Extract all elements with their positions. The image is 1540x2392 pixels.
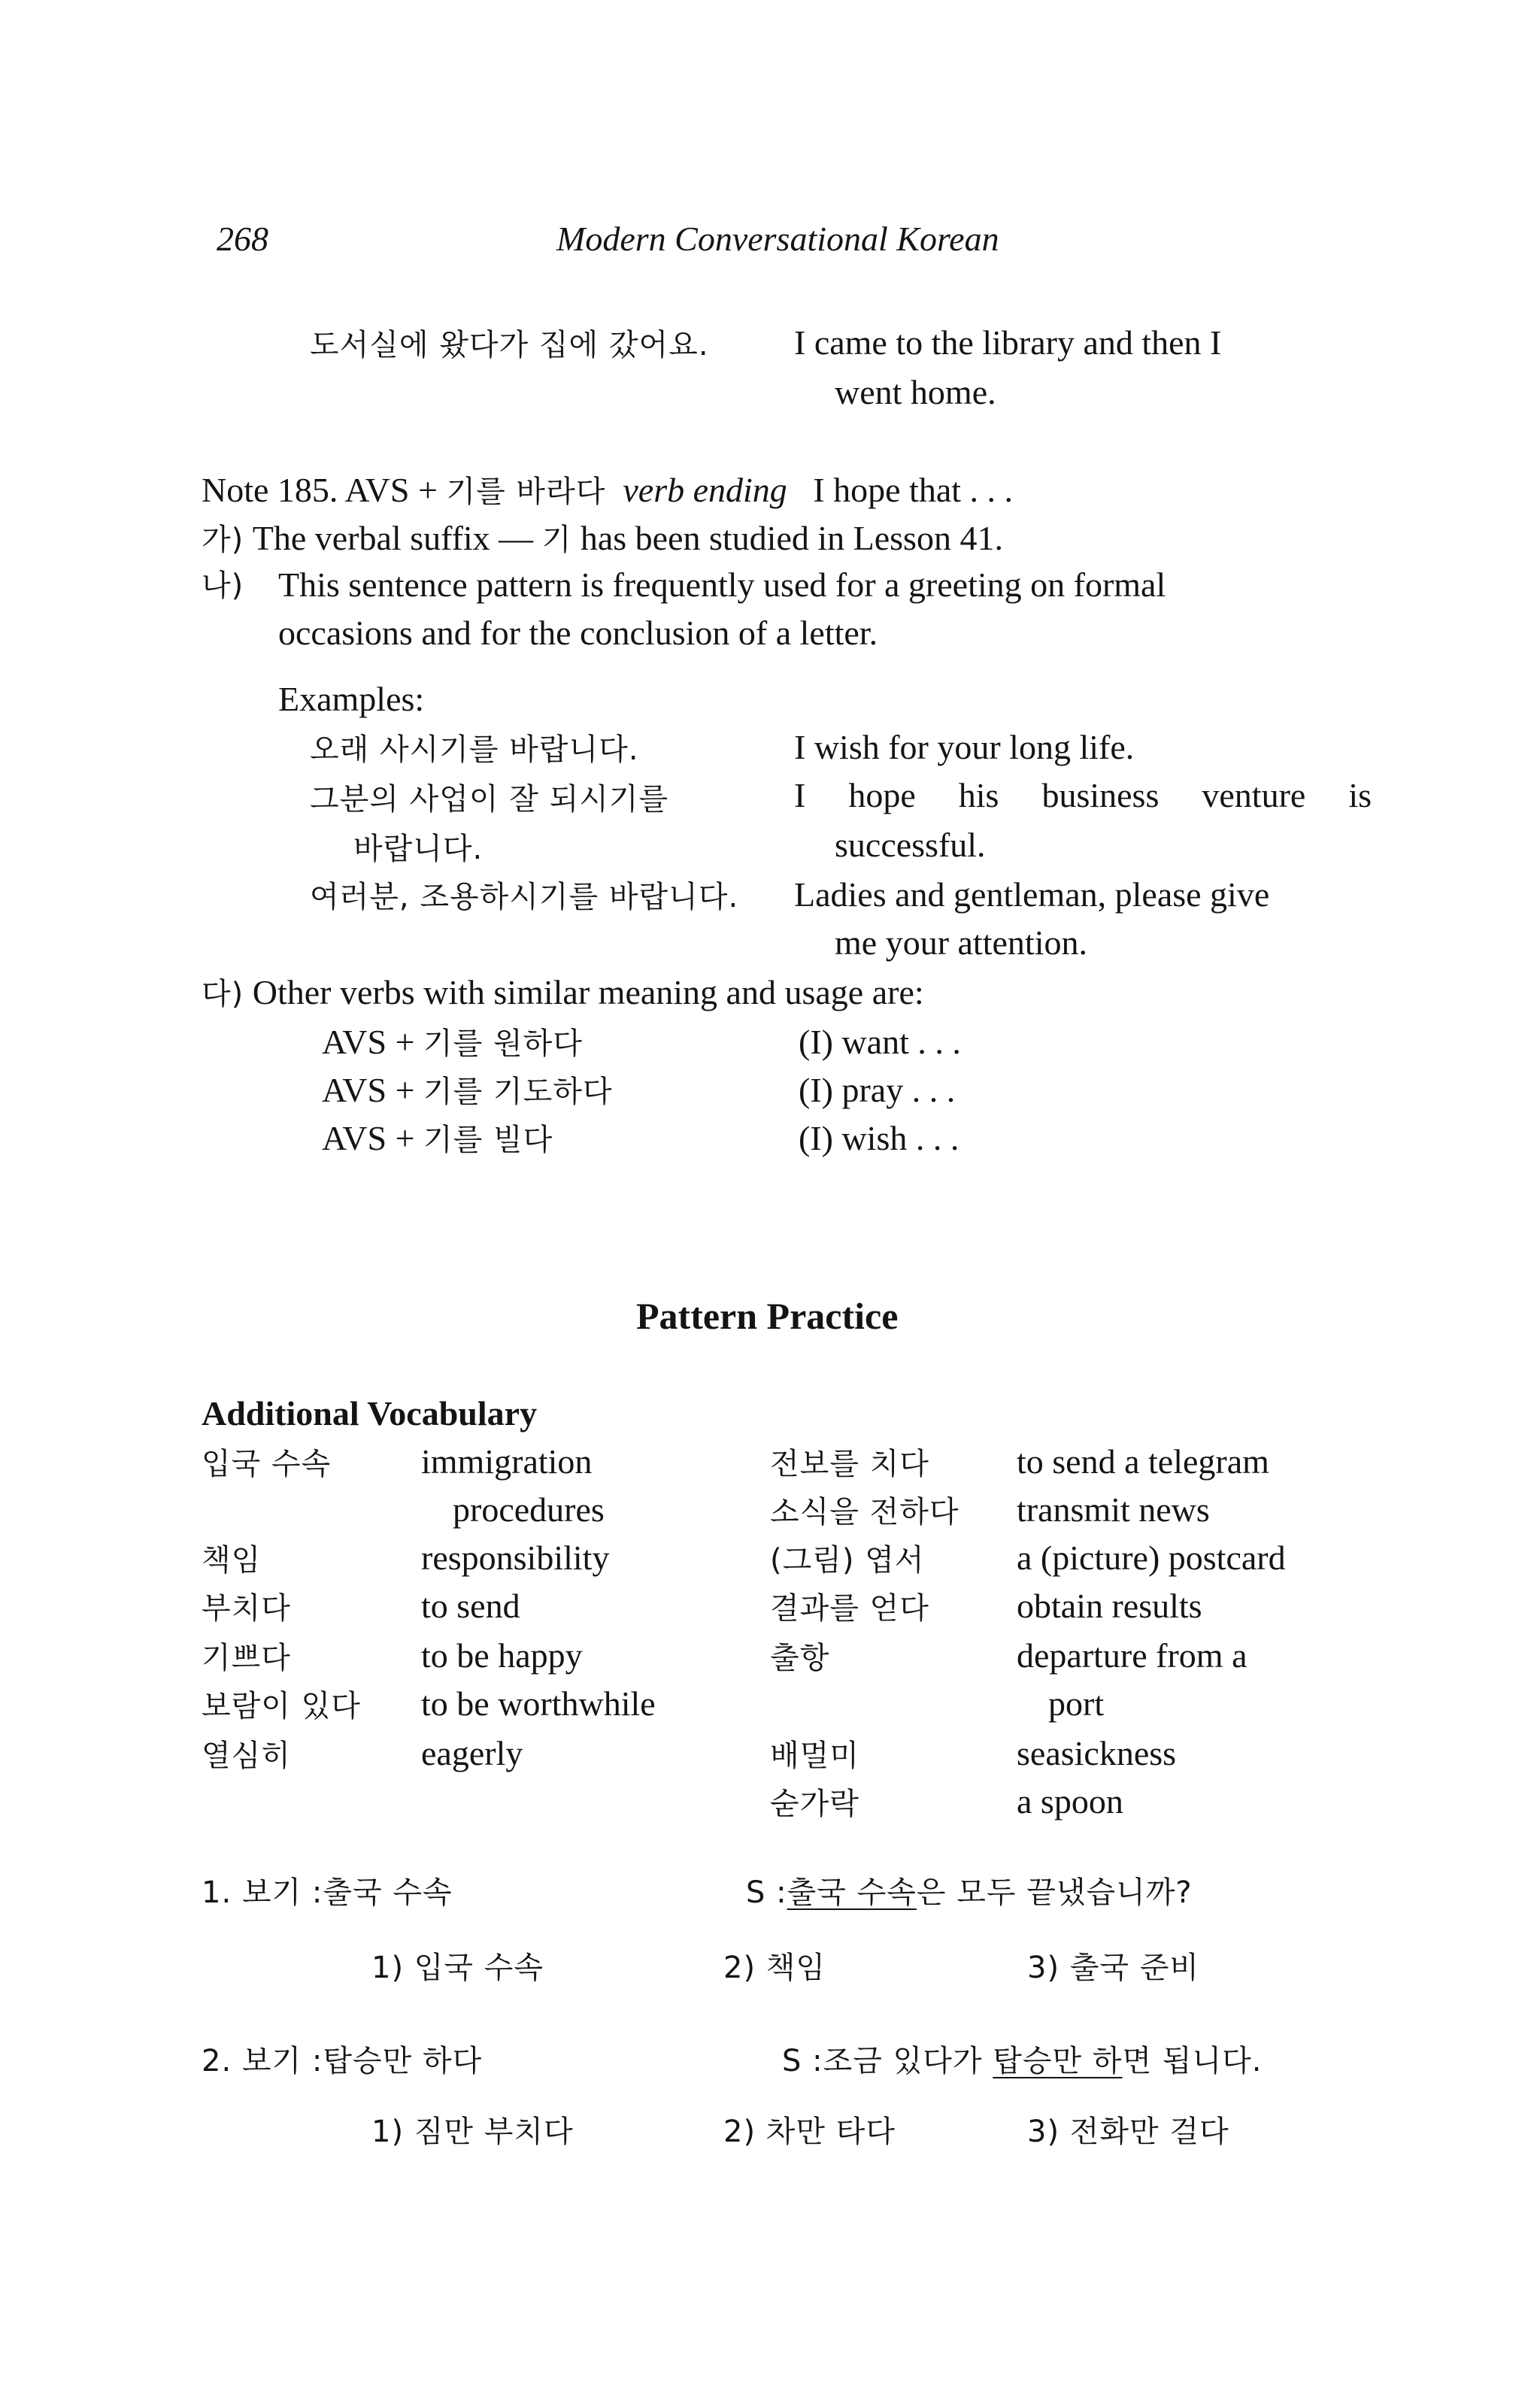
vocab-left-3-english: to send xyxy=(421,1587,520,1625)
similar-verb-3-korean: 기를 빌다 xyxy=(423,1123,553,1157)
item-da-marker: 다) xyxy=(202,977,244,1011)
vocab-right-4-english: obtain results xyxy=(1017,1587,1202,1625)
vocab-right-1-english: to send a telegram xyxy=(1017,1442,1269,1481)
drill-1-item-1: 1) 입국 수속 xyxy=(371,1951,544,1985)
drill-1-s-rest: 은 모두 끝냈습니까? xyxy=(916,1875,1193,1910)
top-example-korean: 도서실에 왔다가 집에 갔어요. xyxy=(310,328,709,362)
note-pattern-korean: 기를 바라다 xyxy=(446,474,606,509)
vocab-right-7-korean: 숟가락 xyxy=(770,1787,859,1821)
vocab-left-1-english: immigration xyxy=(421,1442,593,1481)
example-2-english-cont: successful. xyxy=(835,826,986,864)
vocab-right-5-english: departure from a xyxy=(1017,1636,1247,1675)
drill-2-item-1: 1) 짐만 부치다 xyxy=(371,2115,574,2149)
running-title: Modern Conversational Korean xyxy=(556,220,999,258)
similar-verb-1 xyxy=(322,1023,583,1063)
vocab-left-3-korean: 부치다 xyxy=(202,1591,291,1626)
drill-2-item-2: 2) 차만 타다 xyxy=(723,2115,896,2149)
drill-1-model-text: 출국 수속 xyxy=(323,1875,453,1910)
example-3-english: Ladies and gentleman, please give xyxy=(794,875,1270,914)
drill-2-sentence xyxy=(782,2044,1263,2078)
drill-2-item-3: 3) 전화만 걸다 xyxy=(1027,2115,1229,2149)
note-pattern-type: verb ending xyxy=(623,471,787,509)
vocab-left-4-english: to be happy xyxy=(421,1636,583,1675)
top-example-english-line1: I came to the library and then I xyxy=(794,323,1222,362)
vocab-right-7-english: a spoon xyxy=(1017,1782,1123,1821)
vocab-right-5-korean: 출항 xyxy=(770,1641,830,1675)
drill-2-s-pre: 조금 있다가 xyxy=(823,2044,993,2078)
drill-1-model xyxy=(202,1875,453,1910)
drill-2-s-label: S : xyxy=(782,2044,823,2078)
drill-2-s-rest: 면 됩니다. xyxy=(1122,2044,1263,2078)
vocab-right-2-english: transmit news xyxy=(1017,1490,1210,1529)
vocabulary-heading: Additional Vocabulary xyxy=(202,1394,538,1432)
section-title: Pattern Practice xyxy=(636,1295,899,1337)
example-1-korean: 오래 사시기를 바랍니다. xyxy=(310,732,639,767)
item-na-line2: occasions and for the conclusion of a letter. xyxy=(278,614,878,652)
similar-verb-2-avs: AVS + xyxy=(322,1071,415,1109)
similar-verb-2-english: (I) pray . . . xyxy=(799,1071,956,1109)
example-2-english: I hope his business venture is xyxy=(794,776,1372,814)
example-2-korean-cont: 바랍니다. xyxy=(353,832,484,866)
vocab-left-6-korean: 열심히 xyxy=(202,1739,291,1773)
drill-1-item-3: 3) 출국 준비 xyxy=(1027,1951,1200,1985)
similar-verb-2-korean: 기를 기도하다 xyxy=(423,1075,613,1109)
drill-1-item-2: 2) 책임 xyxy=(723,1951,826,1985)
note-pattern-prefix: AVS + xyxy=(344,471,438,509)
vocab-left-1-english-cont: procedures xyxy=(453,1490,605,1529)
note-item-ga xyxy=(202,519,1003,559)
note-item-da xyxy=(202,973,924,1013)
note-pattern-gloss: I hope that . . . xyxy=(813,471,1014,509)
vocab-right-6-korean: 배멀미 xyxy=(770,1739,859,1773)
item-ga-marker: 가) xyxy=(202,523,244,557)
vocab-left-2-korean: 책임 xyxy=(202,1543,262,1578)
similar-verb-1-avs: AVS + xyxy=(322,1023,415,1061)
drill-2-model-text: 탑승만 하다 xyxy=(323,2044,483,2078)
drill-1-number: 1. xyxy=(202,1875,232,1910)
vocab-left-1-korean: 입국 수속 xyxy=(202,1447,332,1481)
note-label: Note 185. xyxy=(202,471,338,509)
item-ga-korean: 기 xyxy=(541,523,572,557)
vocab-left-6-english: eagerly xyxy=(421,1734,523,1772)
vocab-left-5-english: to be worthwhile xyxy=(421,1684,656,1723)
vocab-left-5-korean: 보람이 있다 xyxy=(202,1689,361,1724)
item-na-line1: This sentence pattern is frequently used for a greeting on formal xyxy=(278,565,1166,604)
drill-2-label: 보기 : xyxy=(241,2044,323,2078)
vocab-right-3-korean: (그림) 엽서 xyxy=(770,1543,925,1578)
example-3-english-cont: me your attention. xyxy=(835,923,1087,962)
note-header xyxy=(202,471,1013,511)
similar-verb-1-english: (I) want . . . xyxy=(799,1023,961,1061)
drill-1-label: 보기 : xyxy=(241,1875,323,1910)
similar-verb-3-english: (I) wish . . . xyxy=(799,1119,959,1157)
drill-2-model xyxy=(202,2044,482,2078)
vocab-right-4-korean: 결과를 얻다 xyxy=(770,1591,929,1626)
vocab-right-2-korean: 소식을 전하다 xyxy=(770,1495,959,1529)
drill-1-s-underlined: 출국 수속 xyxy=(787,1875,917,1910)
drill-1-sentence xyxy=(746,1875,1193,1910)
vocab-right-6-english: seasickness xyxy=(1017,1734,1177,1772)
drill-2-number: 2. xyxy=(202,2044,232,2078)
example-2-korean: 그분의 사업이 잘 되시기를 xyxy=(310,782,669,817)
vocab-left-4-korean: 기쁘다 xyxy=(202,1641,291,1675)
item-ga-pre: The verbal suffix — xyxy=(252,519,534,557)
item-na-marker: 나) xyxy=(202,568,244,603)
similar-verb-2 xyxy=(322,1071,613,1111)
example-1-english: I wish for your long life. xyxy=(794,728,1135,766)
item-ga-post: has been studied in Lesson 41. xyxy=(580,519,1003,557)
similar-verb-1-korean: 기를 원하다 xyxy=(423,1026,583,1061)
drill-2-s-underlined: 탑승만 하 xyxy=(993,2044,1123,2078)
vocab-left-2-english: responsibility xyxy=(421,1539,610,1577)
similar-verb-3 xyxy=(322,1119,553,1159)
vocab-right-1-korean: 전보를 치다 xyxy=(770,1447,929,1481)
drill-1-s-label: S : xyxy=(746,1875,787,1910)
top-example-english-line2: went home. xyxy=(835,373,996,411)
example-3-korean: 여러분, 조용하시기를 바랍니다. xyxy=(310,880,739,914)
similar-verb-3-avs: AVS + xyxy=(322,1119,415,1157)
page-number: 268 xyxy=(217,220,268,258)
examples-label: Examples: xyxy=(278,680,425,718)
vocab-right-5-english-cont: port xyxy=(1048,1684,1105,1723)
vocab-right-3-english: a (picture) postcard xyxy=(1017,1539,1286,1577)
item-da-text: Other verbs with similar meaning and usage are: xyxy=(252,973,924,1011)
